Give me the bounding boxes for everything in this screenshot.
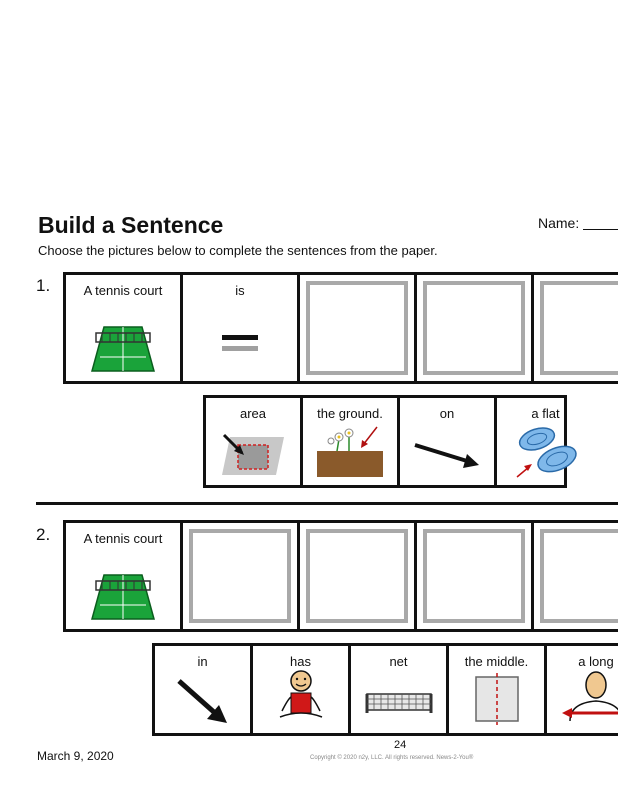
tennis-court-icon [66,571,180,623]
choice-label: net [389,654,408,669]
choice-card[interactable] [303,398,400,485]
choice-strip-1 [203,395,567,488]
ground-flowers-icon [303,425,397,479]
word-card-label: A tennis court [83,283,163,298]
person-holding-icon [253,669,348,727]
choice-card[interactable] [155,646,253,733]
tennis-court-icon [66,323,180,375]
choice-card[interactable] [449,646,547,733]
blank-slot[interactable] [534,275,618,381]
word-card [66,275,183,381]
arrow-on-icon [400,439,494,471]
name-field-line[interactable] [583,229,618,230]
choice-label: the middle. [464,654,529,669]
word-card-label: is [235,283,245,298]
choice-label: area [239,406,267,421]
equals-icon [183,333,297,353]
name-label: Name: [538,215,580,231]
choice-label: on [439,406,455,421]
sentence-number-2: 2. [36,525,51,544]
instructions: Choose the pictures below to complete the sentences from the paper. [38,243,438,258]
blank-slot[interactable] [417,275,534,381]
area-icon [206,431,300,479]
word-card-label: A tennis court [83,531,163,546]
word-card [66,523,183,629]
choice-label: a long [578,654,614,669]
sentence-number-1: 1. [36,276,51,295]
choice-card[interactable] [400,398,497,485]
page-title: Build a Sentence [38,212,224,238]
blank-slot[interactable] [183,523,300,629]
choice-strip-2 [152,643,618,736]
page-number: 24 [394,739,407,751]
net-icon [351,691,446,715]
choice-label: a flat [531,406,560,421]
choice-label: in [197,654,208,669]
choice-card[interactable] [497,398,594,485]
middle-line-icon [449,671,544,727]
choice-card[interactable] [351,646,449,733]
choice-card[interactable] [206,398,303,485]
choice-label: has [290,654,311,669]
sentence-strip-1 [63,272,618,384]
footer-date: March 9, 2020 [37,749,114,763]
blank-slot[interactable] [300,523,417,629]
long-arrow-person-icon [547,669,618,727]
blank-slot[interactable] [417,523,534,629]
choice-card[interactable] [547,646,618,733]
choice-label: the ground. [317,406,383,421]
copyright: Copyright © 2020 n2y, LLC. All rights reserved. News-2-You® [310,755,474,761]
section-divider [36,502,618,505]
blank-slot[interactable] [534,523,618,629]
word-card [183,275,300,381]
flat-plates-icon [497,423,594,479]
blank-slot[interactable] [300,275,417,381]
sentence-strip-2 [63,520,618,632]
choice-card[interactable] [253,646,351,733]
arrow-in-icon [155,675,250,727]
